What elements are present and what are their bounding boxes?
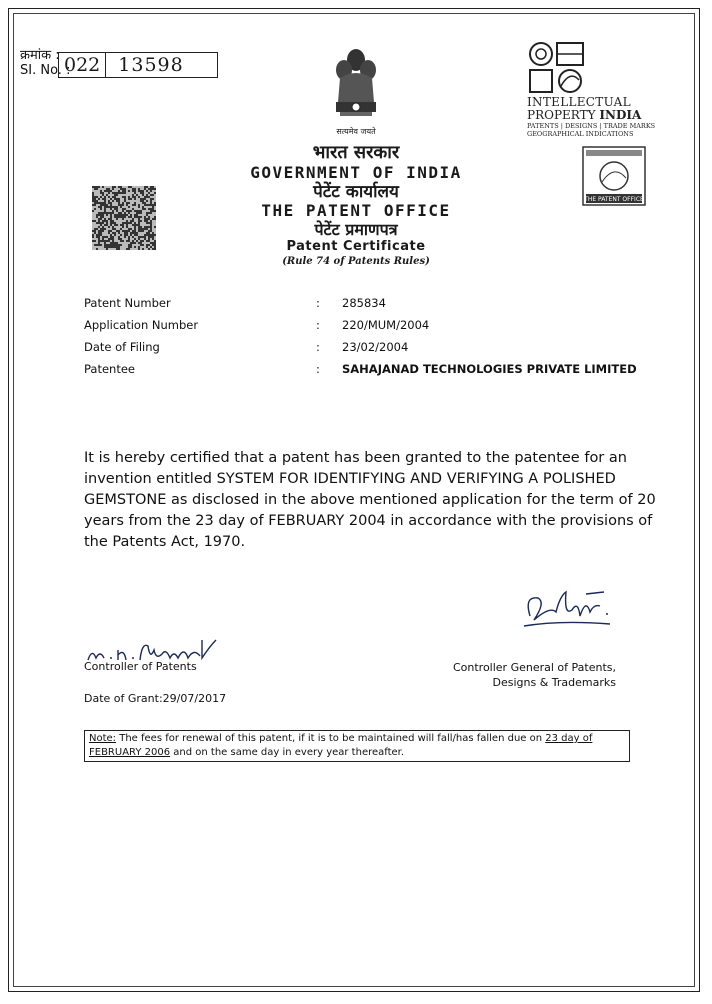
header-hindi-certificate: पेटेंट प्रमाणपत्र — [314, 220, 398, 239]
ip-india-line1: INTELLECTUAL — [527, 95, 631, 109]
note-text-1: The fees for renewal of this patent, if it is to be maintained will fall/has fallen due on — [116, 733, 546, 744]
serial-number-box — [58, 52, 218, 78]
controller-general-line1: Controller General of Patents, — [452, 661, 616, 674]
note-text-2: and on the same day in every year thereafter. — [170, 747, 405, 758]
note-label: Note: — [89, 733, 117, 744]
ip-india-text — [527, 96, 697, 138]
emblem-motto: सत्यमेव जयते — [336, 127, 376, 136]
detail-label: Application Number — [84, 318, 199, 332]
detail-label: Patent Number — [84, 296, 171, 310]
detail-row — [84, 340, 644, 362]
ip-india-logo-icon — [527, 40, 589, 94]
qr-code-icon — [92, 186, 156, 250]
controller-general-signature-icon — [520, 586, 616, 638]
detail-label: Date of Filing — [84, 340, 160, 354]
renewal-note — [84, 730, 630, 762]
header-hindi-government: भारत सरकार — [312, 142, 400, 163]
certification-text: It is hereby certified that a patent has been granted to the patentee for an invention entitled SYSTEM FOR IDENTIFYING AND VERIFYING A POLISHED GEMSTONE as disclosed in the above mentioned application for the term of 20 years from the 23 day of FEBRUARY 2004 in accordance with the provisions of the Patents Act, 1970. — [84, 450, 656, 550]
ip-india-line2-bold: INDIA — [599, 108, 642, 122]
detail-colon: : — [316, 296, 320, 310]
ip-india-line3: PATENTS | DESIGNS | TRADE MARKS — [527, 122, 656, 130]
detail-row — [84, 362, 644, 384]
serial-number: 13598 — [118, 54, 184, 76]
patent-details — [84, 296, 644, 384]
serial-label-en: SI. No. : — [20, 63, 71, 78]
detail-row — [84, 318, 644, 340]
detail-label: Patentee — [84, 362, 135, 376]
controller-general-line2: Designs & Trademarks — [492, 676, 616, 689]
serial-number-prefix: 022 — [59, 53, 106, 77]
header-rule-reference: (Rule 74 of Patents Rules) — [282, 256, 430, 267]
detail-colon: : — [316, 340, 320, 354]
header-government-of-india: GOVERNMENT OF INDIA — [250, 163, 462, 182]
controller-title: Controller of Patents — [84, 660, 197, 673]
detail-colon: : — [316, 318, 320, 332]
detail-value: 23/02/2004 — [342, 340, 409, 354]
grant-date: Date of Grant:29/07/2017 — [84, 692, 227, 705]
header-patent-office: THE PATENT OFFICE — [261, 201, 451, 220]
note-due-date: 23 day of FEBRUARY 2006 — [89, 733, 593, 758]
controller-general-title — [440, 660, 616, 690]
detail-value: 220/MUM/2004 — [342, 318, 430, 332]
detail-row — [84, 296, 644, 318]
ip-india-line4: GEOGRAPHICAL INDICATIONS — [527, 130, 634, 138]
national-emblem-icon — [326, 38, 386, 138]
header-hindi-patent-office: पेटेंट कार्यालय — [313, 182, 399, 202]
ip-india-line2 — [527, 109, 697, 122]
detail-colon: : — [316, 362, 320, 376]
patent-office-stamp-icon — [582, 146, 646, 206]
detail-value: SAHAJANAD TECHNOLOGIES PRIVATE LIMITED — [342, 362, 637, 376]
serial-label-hindi: क्रमांक : — [20, 48, 60, 63]
certificate-header — [200, 142, 512, 268]
header-patent-certificate: Patent Certificate — [286, 239, 426, 254]
ip-india-line2-prefix: PROPERTY — [527, 108, 600, 122]
stamp-text: THE PATENT OFFICE — [584, 196, 644, 203]
detail-value: 285834 — [342, 296, 386, 310]
